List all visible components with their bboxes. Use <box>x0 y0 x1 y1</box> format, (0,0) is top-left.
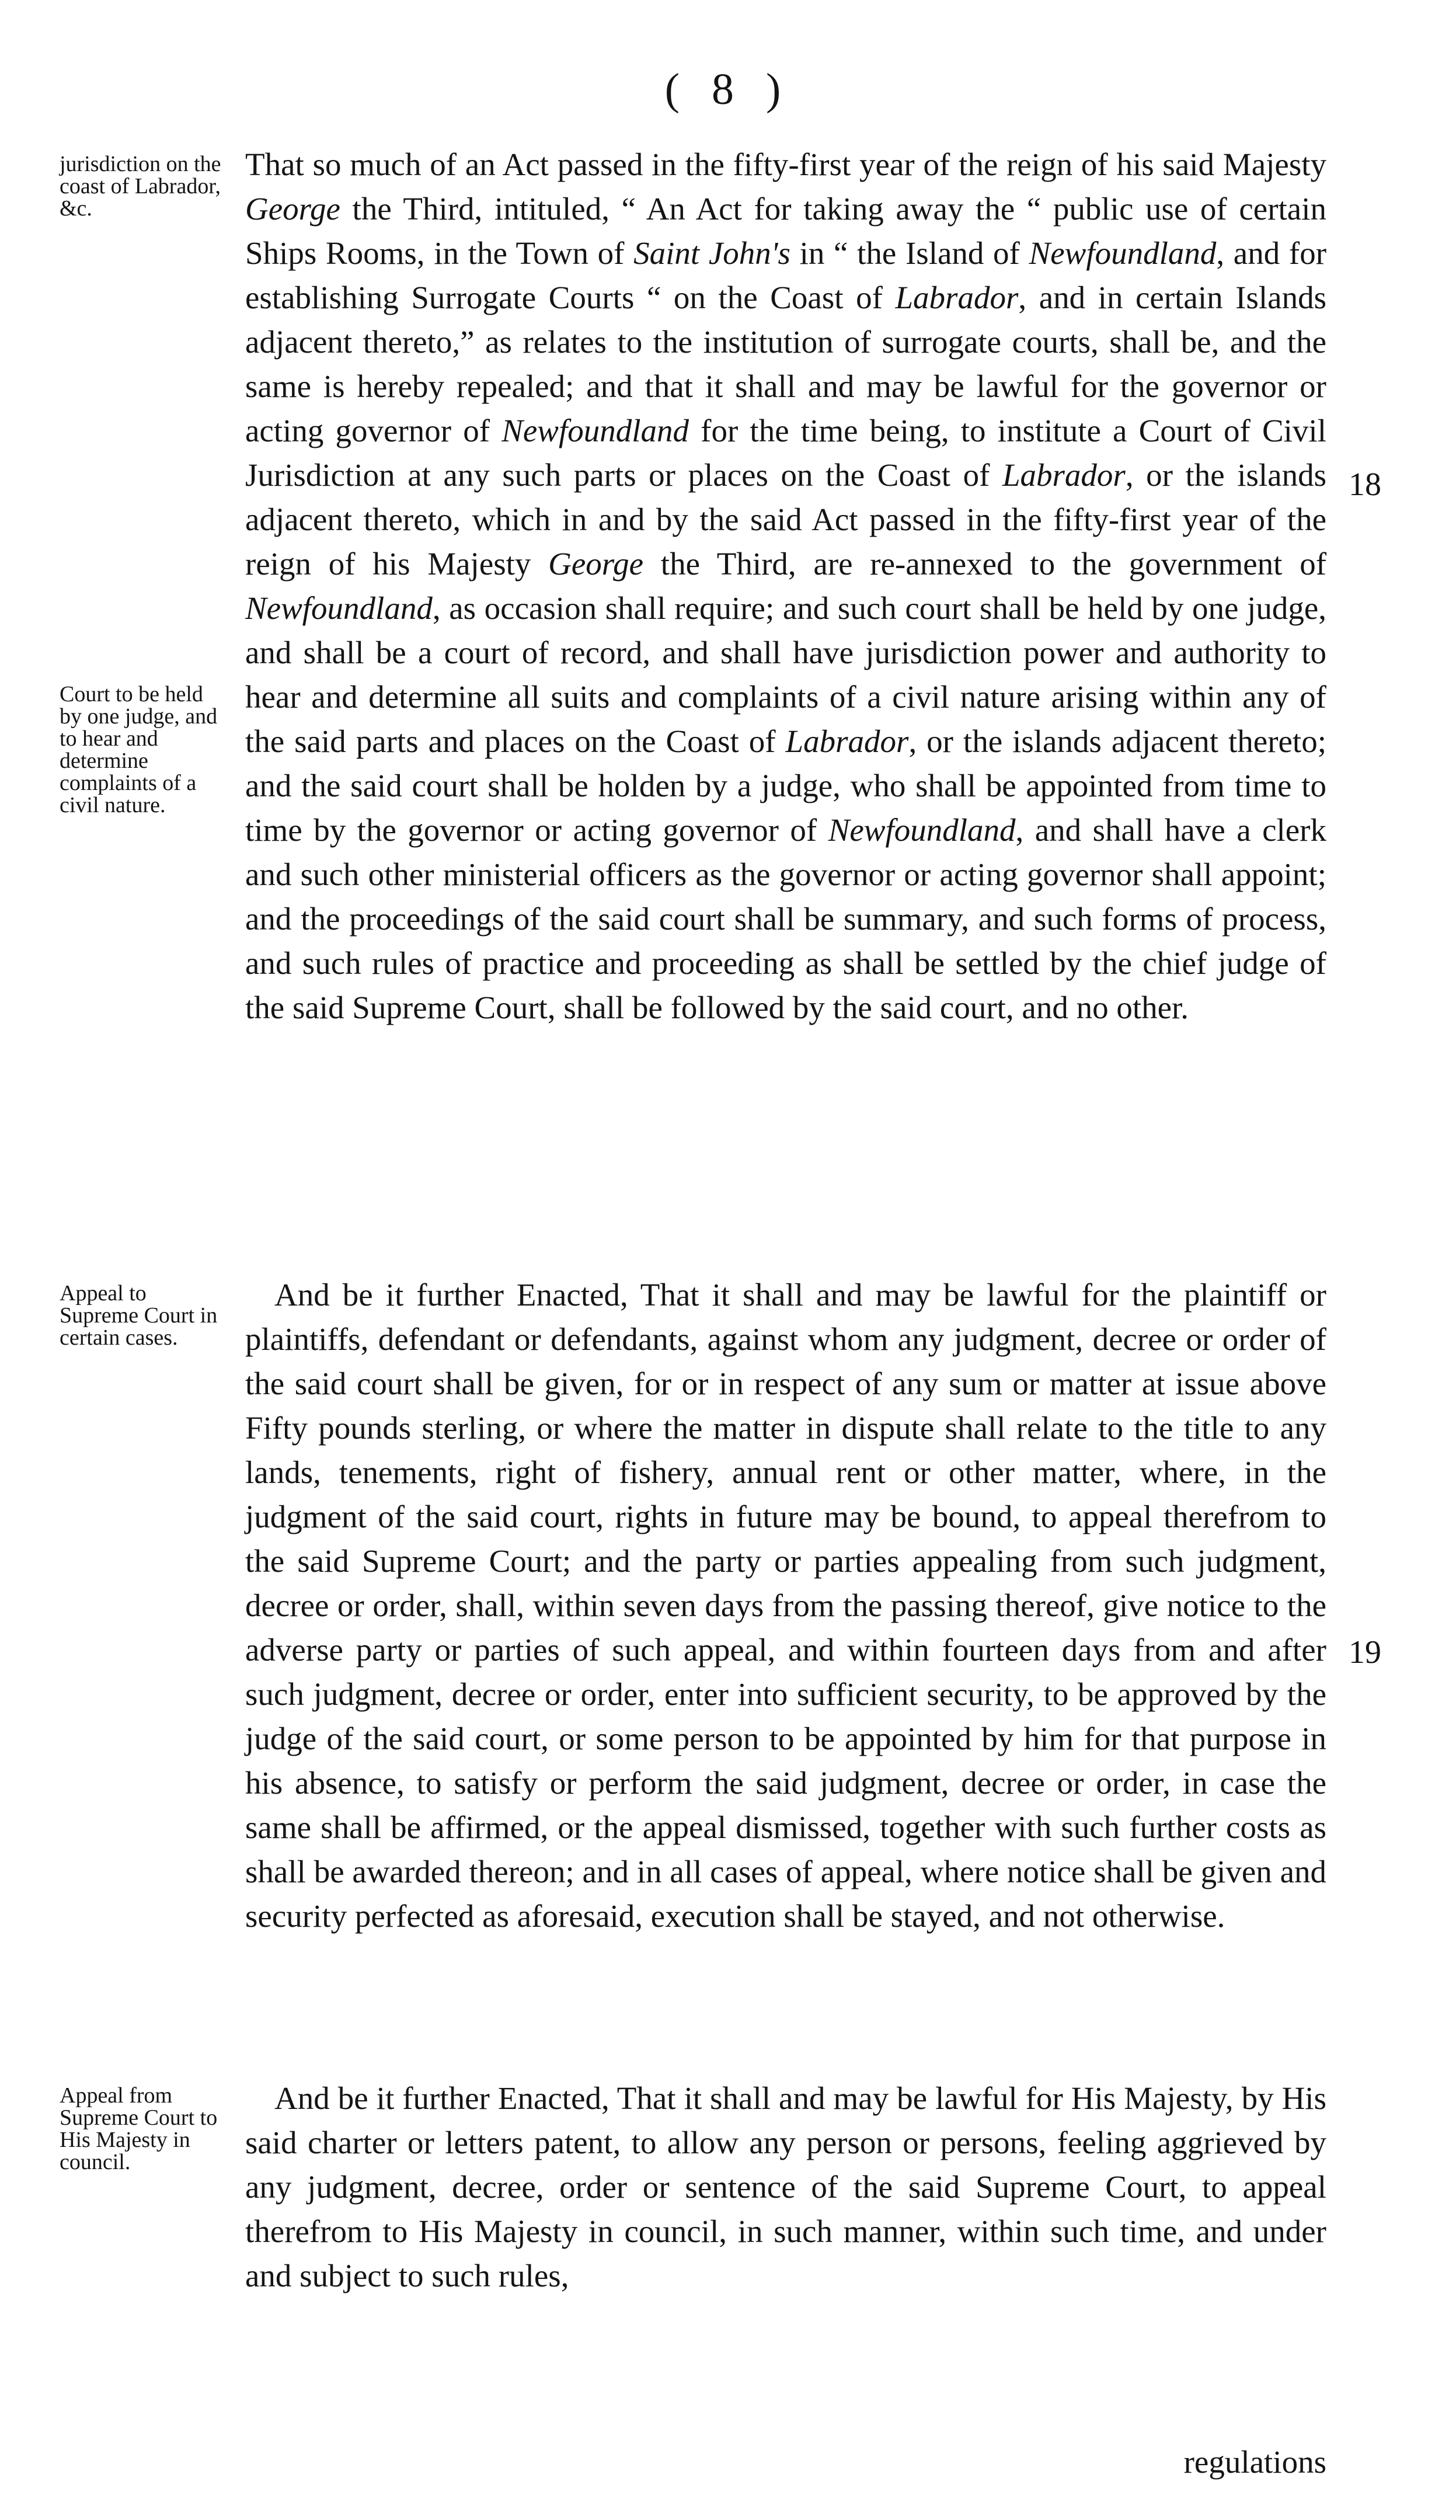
italic-text: George <box>548 546 644 582</box>
side-note-appeal-council: Appeal from Supreme Court to His Majesty in council. <box>60 2083 218 2174</box>
text-run: That so much of an Act passed in the fifty-first year of the reign of his said Majesty <box>245 147 1326 182</box>
italic-text: Newfoundland <box>1029 235 1217 271</box>
text-run: for the time being, to institute a Court of Civil Jurisdiction at any such parts or places on the Coast of <box>245 413 1326 493</box>
italic-text: Newfoundland <box>501 413 689 448</box>
text-run: in “ the Island of <box>790 235 1029 271</box>
italic-text: George <box>245 191 340 227</box>
section-paragraph <box>245 1273 1326 1938</box>
section-paragraph <box>245 2076 1326 2298</box>
section-appeal-supreme <box>245 1273 1326 1938</box>
italic-text: Newfoundland <box>828 812 1016 848</box>
italic-text: Newfoundland <box>245 590 433 626</box>
text-run: And be it further Enacted, That it shall and may be lawful for the plaintiff or plaintiffs, defendant or defendants, against whom any judgment, decree or order of the said court shall be given, for or in respect of any sum or matter at issue above Fifty pounds sterling, or where the matter in dispute shall relate to the title to any lands, tenements, right of fishery, annual rent or other matter, where, in the judgment of the said court, rights in future may be bound, to appeal therefrom to the said Supreme Court; and the party or parties appealing from such judgment, decree or order, shall, within seven days from the passing thereof, give notice to the adverse party or parties of such appeal, and within fourteen days from and after such judgment, decree or order, enter into sufficient security, to be approved by the judge of the said court, or some person to be appointed by him for that purpose in his absence, to satisfy or perform the said judgment, decree or order, in case the same shall be affirmed, or the appeal dismissed, together with such further costs as shall be awarded thereon; and in all cases of appeal, where notice shall be given and security perfected as aforesaid, execution shall be stayed, and not otherwise. <box>245 1277 1326 1934</box>
section-jurisdiction <box>245 142 1326 1030</box>
italic-text: Labrador <box>895 280 1019 315</box>
text-run: , or the islands adjacent thereto; and the said court shall be holden by a judge, who shall be appointed from time to time by the governor or acting governor of <box>245 723 1326 848</box>
text-run: And be it further Enacted, That it shall and may be lawful for His Majesty, by His said charter or letters patent, to allow any person or persons, feeling aggrieved by any judgment, decree, order or sentence of the said Supreme Court, to appeal therefrom to His Majesty in council, in such manner, within such time, and under and subject to such rules, <box>245 2080 1326 2293</box>
side-note-jurisdiction: jurisdiction on the coast of Labrador, &c. <box>60 152 221 221</box>
text-run: , or the islands adjacent thereto, which in and by the said Act passed in the fifty-first year of the reign of his Majesty <box>245 457 1326 582</box>
text-run: , as occasion shall require; and such court shall be held by one judge, and shall be a court of record, and shall have jurisdiction power and authority to hear and determine all suits and complaints of a civil nature arising within any of the said parts and places on the Coast of <box>245 590 1326 759</box>
text-run: the Third, intituled, “ An Act for taking away the “ public use of certain Ships Rooms, in the Town of <box>245 191 1326 271</box>
catchword: regulations <box>1183 2444 1326 2480</box>
section-paragraph <box>245 142 1326 1030</box>
text-run: the Third, are re-annexed to the government of <box>643 546 1327 582</box>
section-appeal-council <box>245 2076 1326 2298</box>
side-note-court-judge: Court to be held by one judge, and to hear and determine complaints of a civil nature. <box>60 682 218 817</box>
side-note-appeal-supreme: Appeal to Supreme Court in certain cases. <box>60 1281 218 1350</box>
italic-text: Saint John's <box>633 235 790 271</box>
text-run: , and shall have a clerk and such other ministerial officers as the governor or acting governor shall appoint; and the proceedings of the said court shall be summary, and such forms of process, and such rules of practice and proceeding as shall be settled by the chief judge of the said Supreme Court, shall be followed by the said court, and no other. <box>245 812 1326 1025</box>
page-number: ( 8 ) <box>664 65 792 114</box>
text-run: , and for establishing Surrogate Courts “ on the Coast of <box>245 235 1327 315</box>
italic-text: Labrador <box>1002 457 1126 493</box>
line-number-19: 19 <box>1349 1634 1381 1670</box>
italic-text: Labrador <box>785 723 909 759</box>
line-number-18: 18 <box>1349 467 1381 503</box>
text-run: , and in certain Islands adjacent thereto,” as relates to the institution of surrogate courts, shall be, and the same is hereby repealed; and that it shall and may be lawful for the governor or acting governor of <box>245 280 1326 448</box>
